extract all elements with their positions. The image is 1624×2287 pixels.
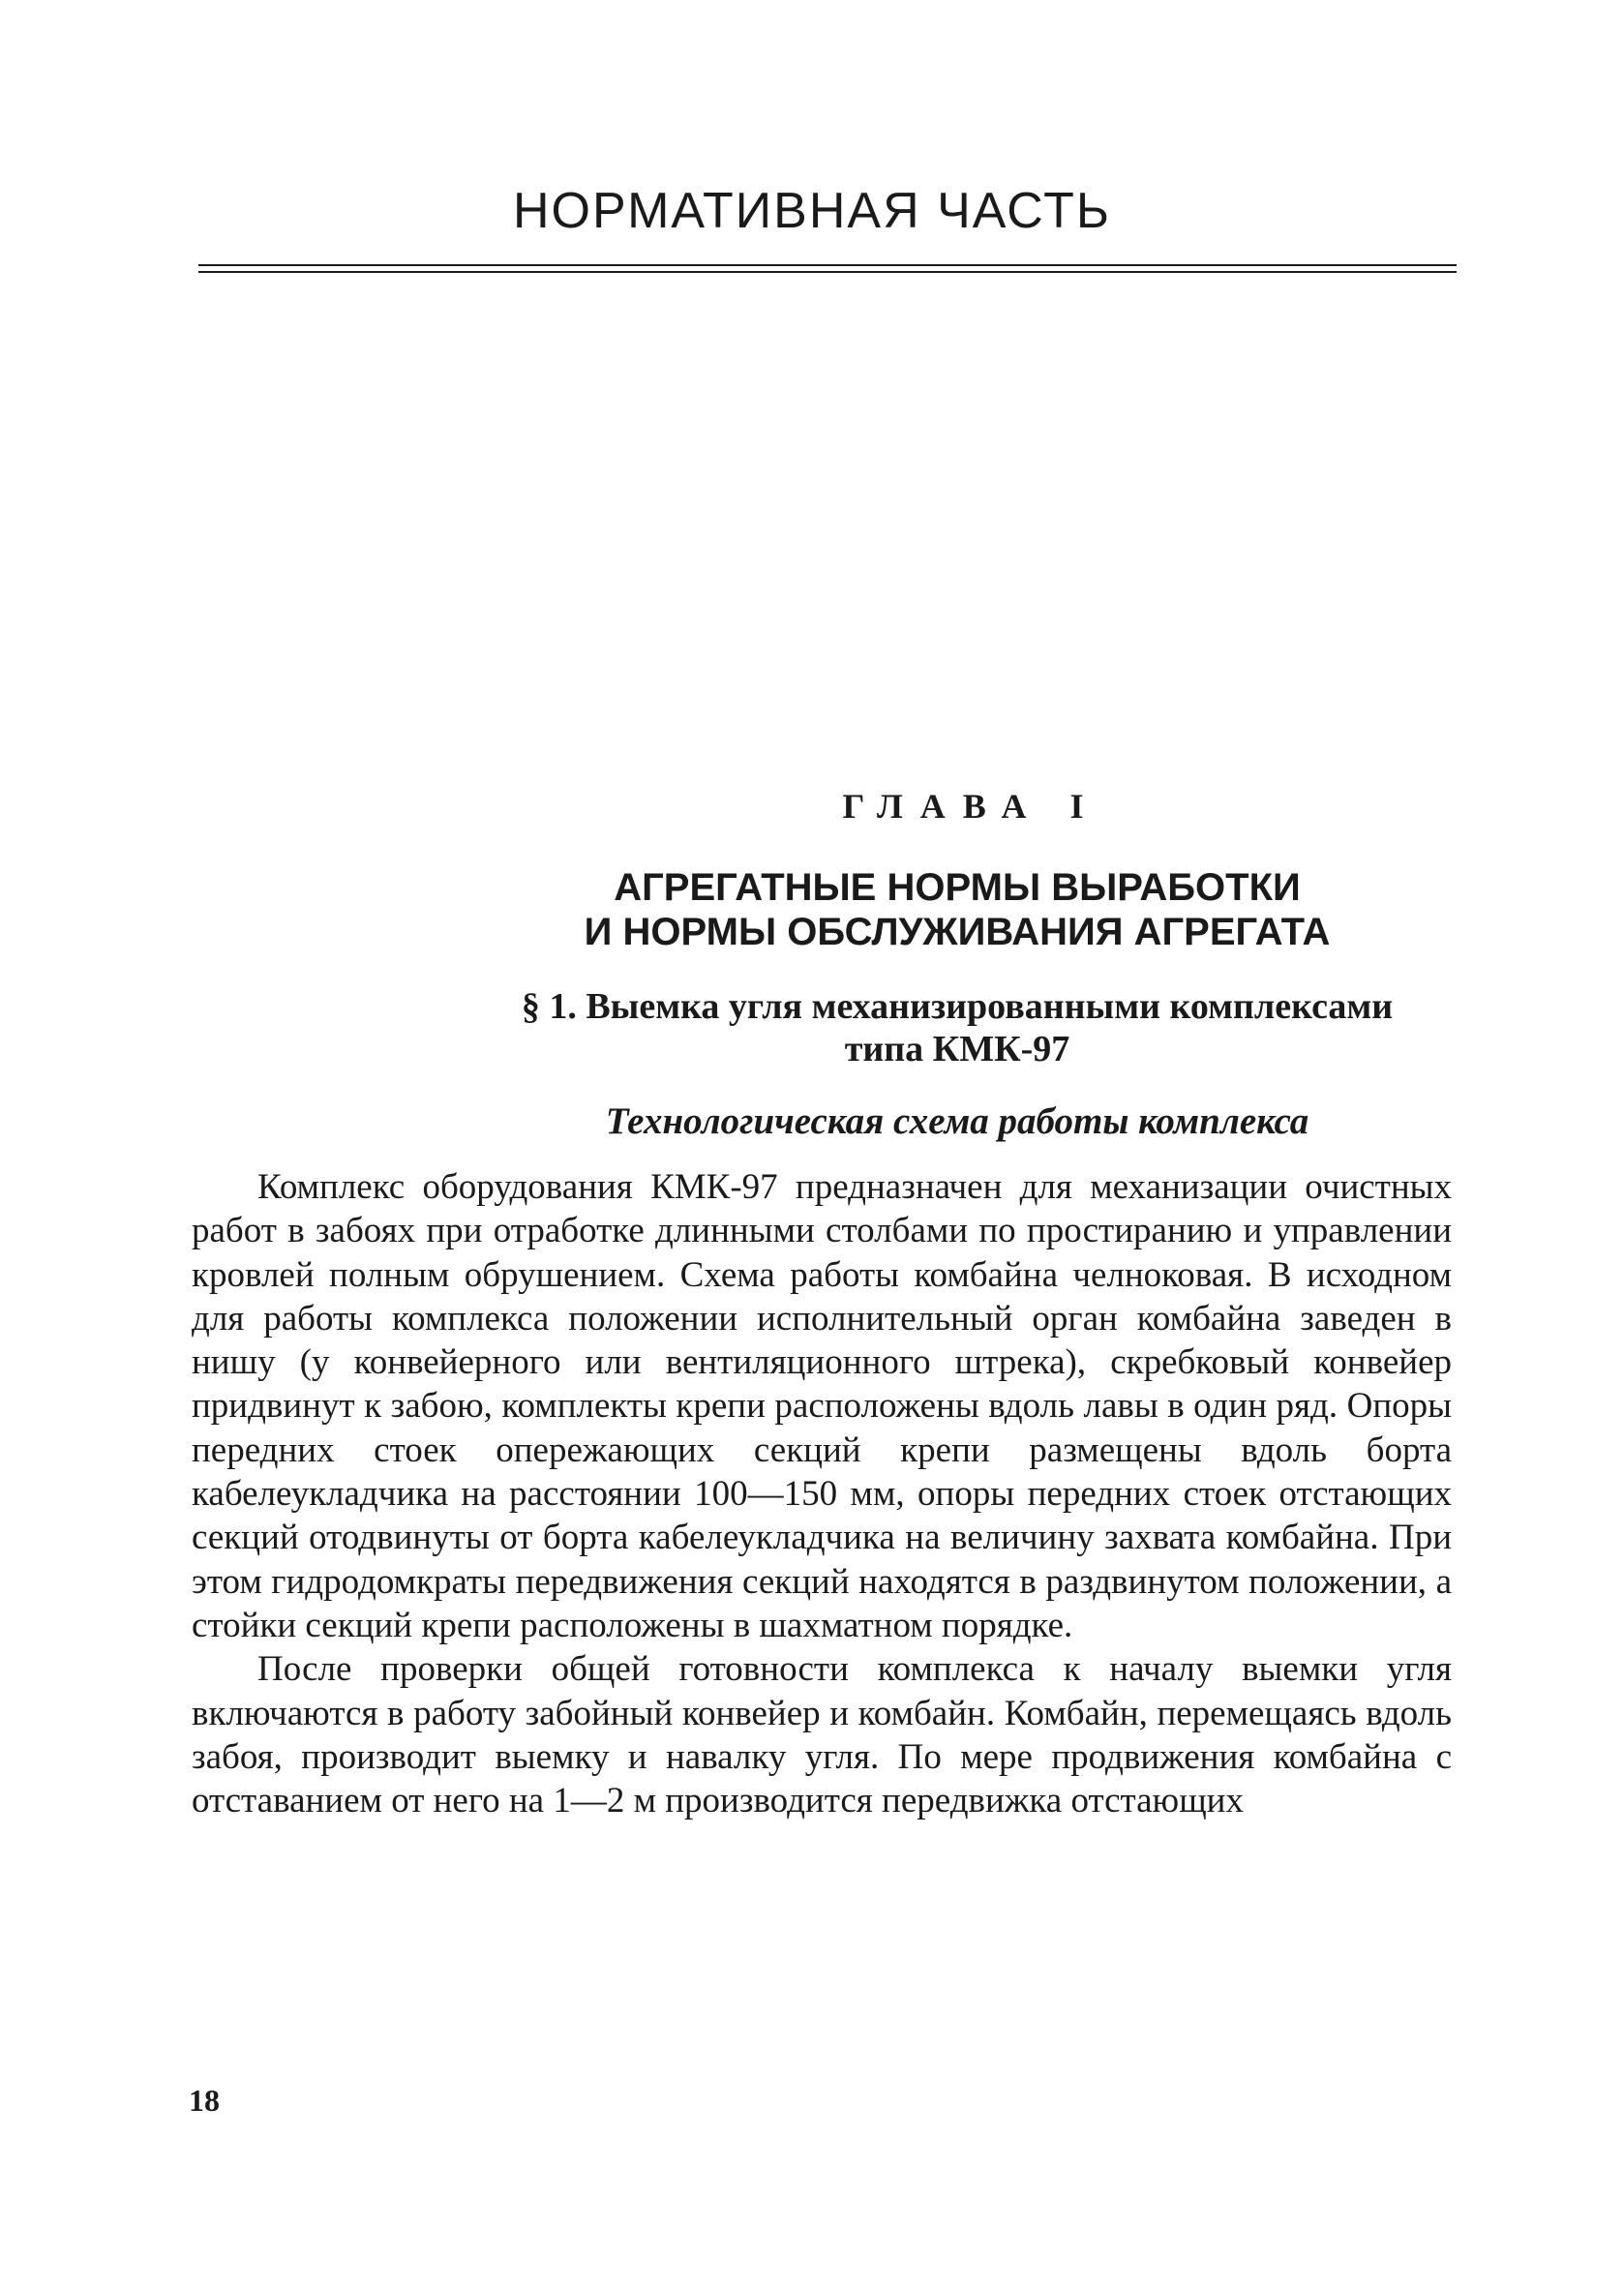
paragraph: Комплекс оборудования КМК-97 предназначен для механизации очистных работ в забоях при отработке длинными столбами по простиранию и управлении кровлей полным обрушением. Схема работы комбайна челноковая. В исходном для работы комплекса положении исполнительный орган комбайна заведен в нишу (у конвейерного или вентиляционного штрека), скребковый конвейер придвинут к забою, комплекты крепи расположены вдоль лавы в один ряд. Опоры передних стоек опережающих секций крепи размещены вдоль борта кабелеукладчика на расстоянии 100—150 мм, опоры передних стоек отстающих секций отодвинуты от борта кабелеукладчика на величину захвата комбайна. При этом гидродомкраты передвижения секций находятся в раздвинутом положении, а стойки секций крепи расположены в шахматном порядке. bbox=[192, 1167, 1452, 1645]
paragraph: После проверки общей готовности комплекса к началу выемки угля включаются в работу забойный конвейер и комбайн. Комбайн, перемещаясь вдоль забоя, производит выемку и навалку угля. По мере продвижения комбайна с отставанием от него на 1—2 м производится передвижка отстающих bbox=[192, 1649, 1452, 1821]
section-title-line-1: § 1. Выемка угля механизированными комплексами bbox=[521, 986, 1394, 1027]
section-title-line-2: типа КМК-97 bbox=[844, 1029, 1070, 1069]
subsection-title: Технологическая схема работы комплекса bbox=[605, 1100, 1309, 1142]
header-double-rule bbox=[198, 264, 1457, 278]
rule-line-top bbox=[198, 264, 1457, 266]
section-title bbox=[0, 985, 1624, 1070]
rule-line-bottom bbox=[198, 271, 1457, 273]
chapter-label: ГЛАВА I bbox=[842, 787, 1101, 826]
page-number: 18 bbox=[189, 2083, 220, 2118]
chapter-title bbox=[0, 865, 1624, 954]
part-title: НОРМАТИВНАЯ ЧАСТЬ bbox=[512, 183, 1111, 239]
chapter-title-line-1: АГРЕГАТНЫЕ НОРМЫ ВЫРАБОТКИ bbox=[614, 866, 1301, 909]
body-text bbox=[192, 1165, 1452, 1822]
chapter-title-line-2: И НОРМЫ ОБСЛУЖИВАНИЯ АГРЕГАТА bbox=[584, 911, 1331, 953]
